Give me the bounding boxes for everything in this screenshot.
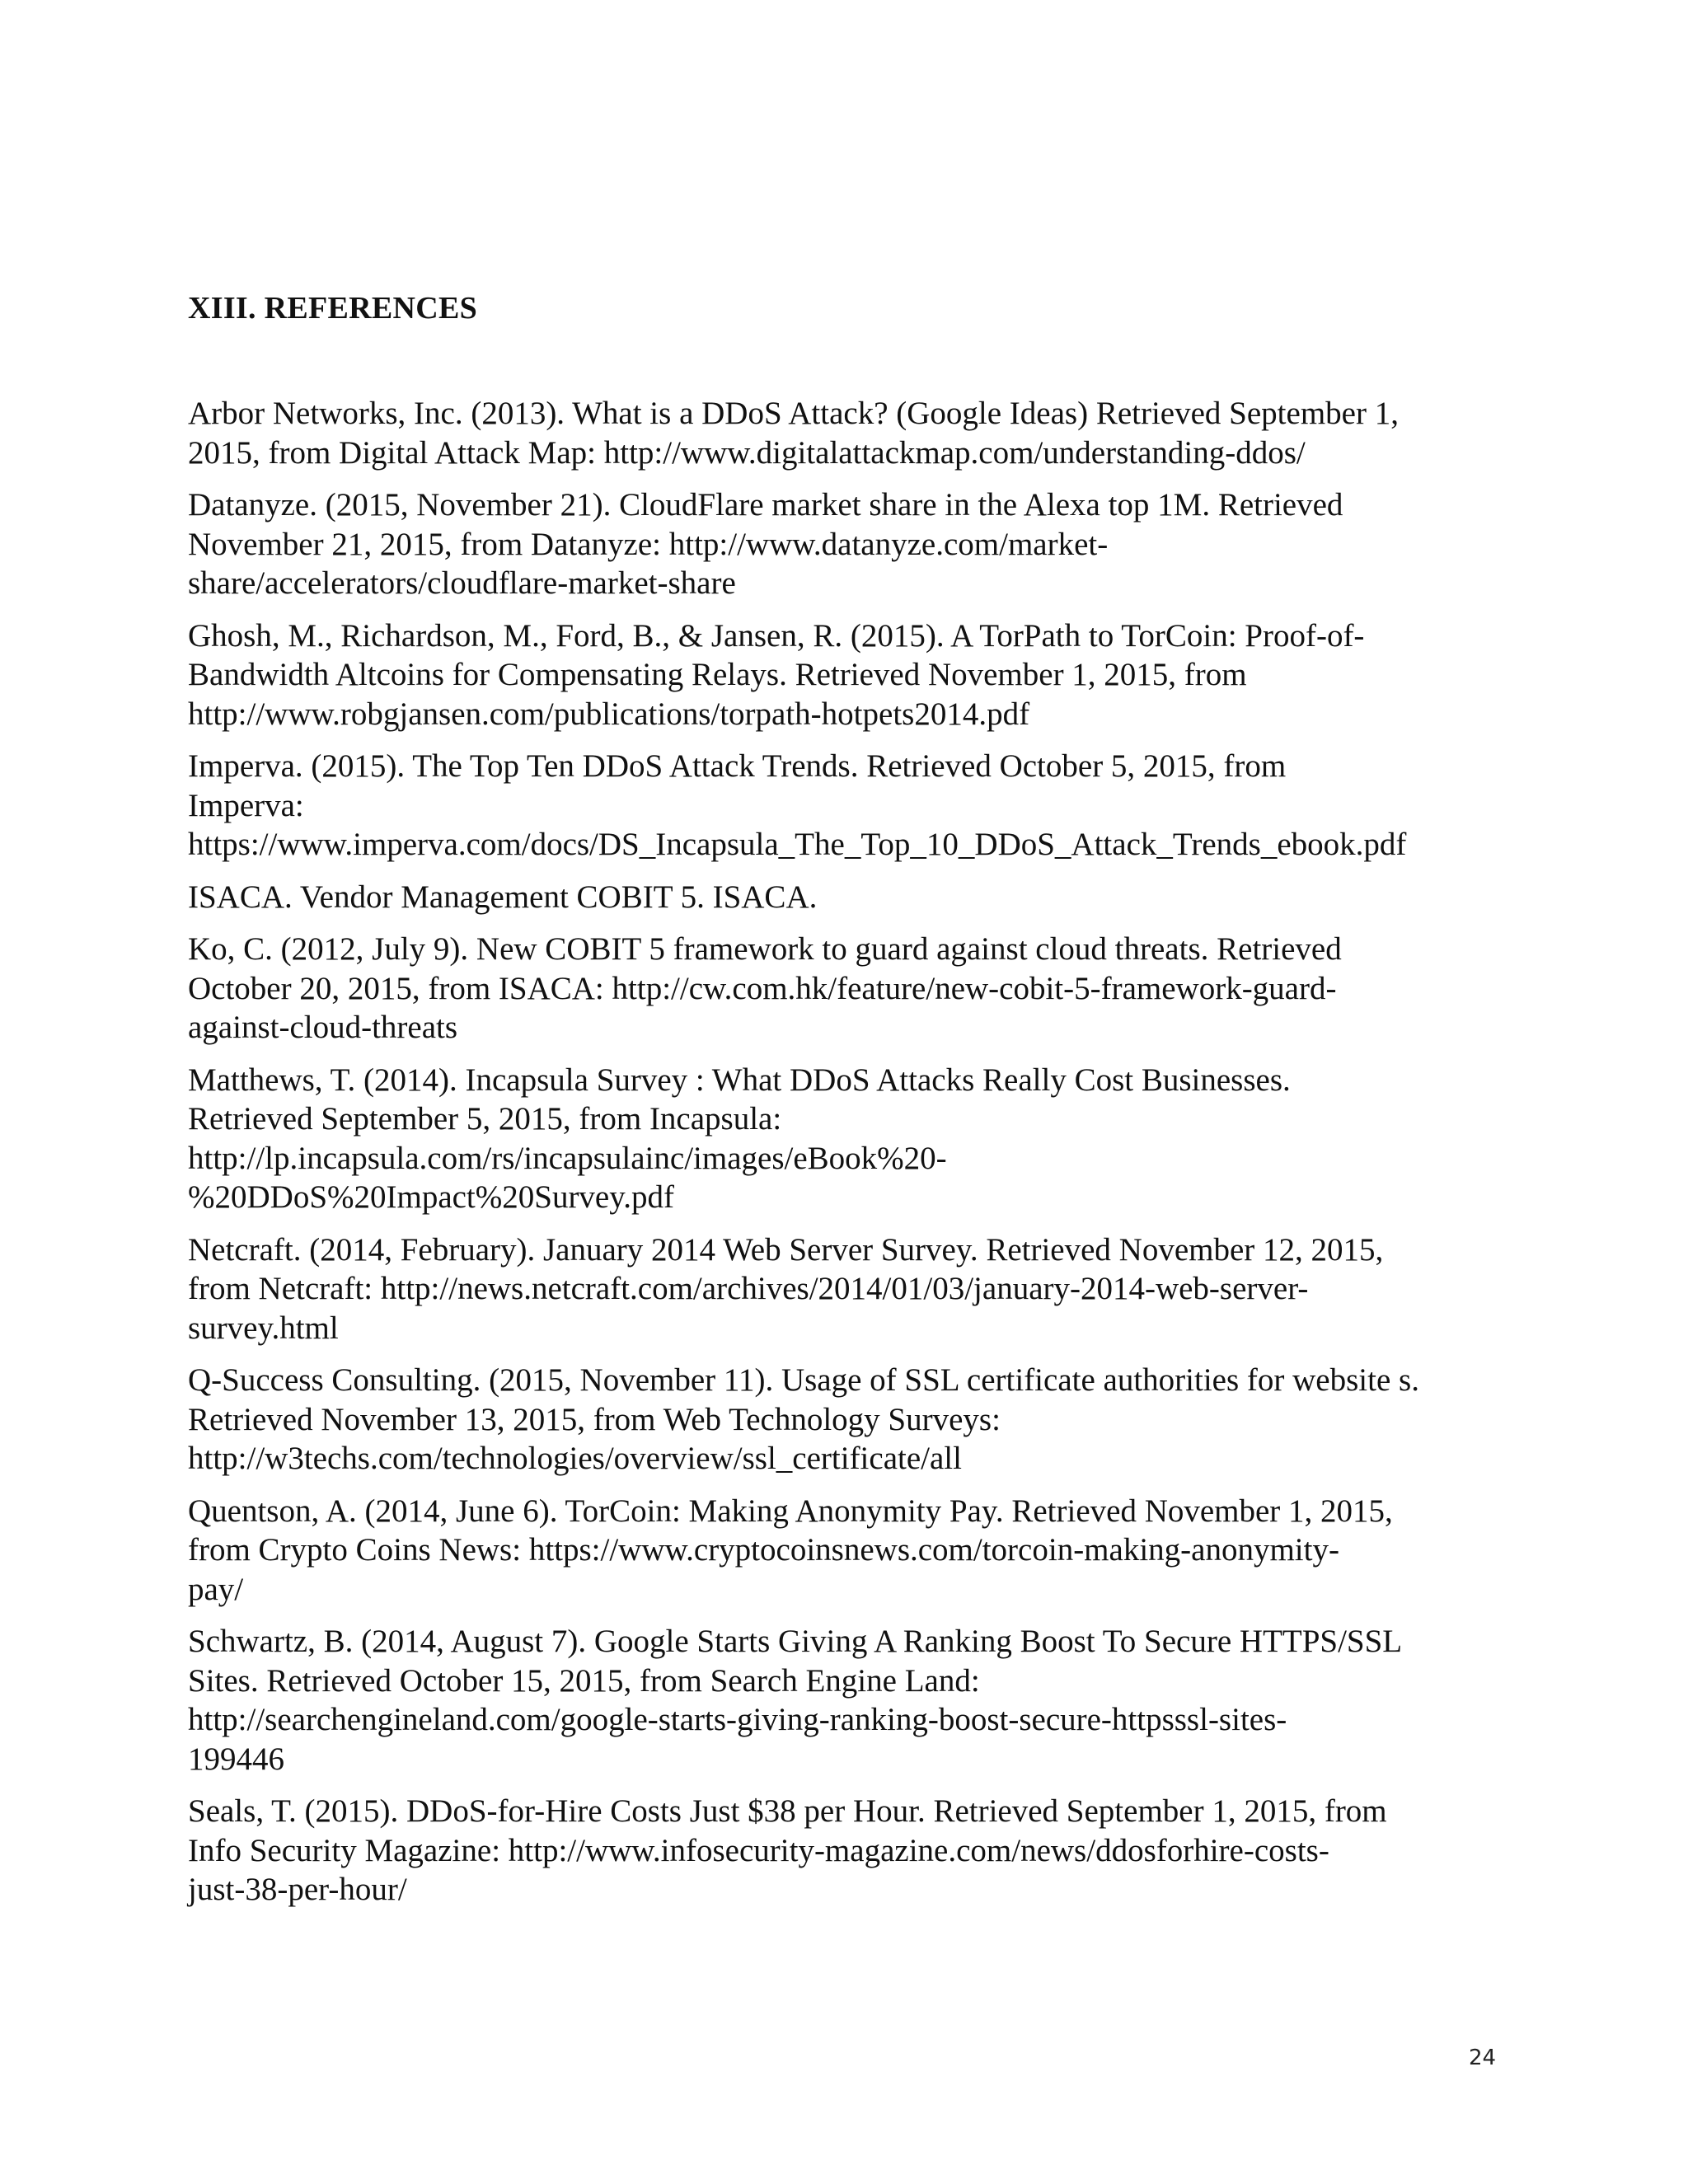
reference-line: 2015, from Digital Attack Map: http://www.digitalattackmap.com/understanding-ddos/ xyxy=(188,434,1306,471)
reference-entry xyxy=(188,930,1507,1047)
reference-line: Info Security Magazine: http://www.infosecurity-magazine.com/news/ddosforhire-costs- xyxy=(188,1832,1329,1868)
reference-entry xyxy=(188,1230,1507,1348)
reference-line: https://www.imperva.com/docs/DS_Incapsula_The_Top_10_DDoS_Attack_Trends_ebook.pdf xyxy=(188,827,1407,862)
reference-line: ISACA. Vendor Management COBIT 5. ISACA. xyxy=(188,879,818,915)
reference-line: Retrieved November 13, 2015, from Web Technology Surveys: xyxy=(188,1401,1001,1437)
reference-entry xyxy=(188,1622,1507,1779)
reference-line: from Netcraft: http://news.netcraft.com/archives/2014/01/03/january-2014-web-server- xyxy=(188,1271,1309,1306)
reference-line: Q-Success Consulting. (2015, November 11). Usage of SSL certificate authorities for website s. xyxy=(188,1362,1419,1398)
reference-entry xyxy=(188,1361,1507,1479)
reference-entry xyxy=(188,1792,1507,1910)
reference-line: Quentson, A. (2014, June 6). TorCoin: Making Anonymity Pay. Retrieved November 1, 2015, xyxy=(188,1493,1393,1529)
reference-line: Schwartz, B. (2014, August 7). Google Starts Giving A Ranking Boost To Secure HTTPS/SSL xyxy=(188,1624,1403,1659)
reference-line: Seals, T. (2015). DDoS-for-Hire Costs Just $38 per Hour. Retrieved September 1, 2015, from xyxy=(188,1793,1387,1829)
reference-line: pay/ xyxy=(188,1571,244,1607)
reference-line: share/accelerators/cloudflare-market-share xyxy=(188,565,736,601)
reference-line: survey.html xyxy=(188,1310,339,1346)
reference-line: Ghosh, M., Richardson, M., Ford, B., & Jansen, R. (2015). A TorPath to TorCoin: Proof-of- xyxy=(188,617,1365,654)
reference-line: http://searchengineland.com/google-starts-giving-ranking-boost-secure-httpsssl-sites- xyxy=(188,1702,1287,1737)
reference-line: Retrieved September 5, 2015, from Incapsula: xyxy=(188,1101,782,1137)
reference-entry xyxy=(188,616,1507,734)
reference-line: October 20, 2015, from ISACA: http://cw.com.hk/feature/new-cobit-5-framework-guard- xyxy=(188,970,1337,1006)
reference-line: Sites. Retrieved October 15, 2015, from Search Engine Land: xyxy=(188,1662,980,1699)
reference-line: http://w3techs.com/technologies/overview/ssl_certificate/all xyxy=(188,1441,962,1476)
reference-entry xyxy=(188,1061,1507,1217)
reference-line: Netcraft. (2014, February). January 2014 Web Server Survey. Retrieved November 12, 2015, xyxy=(188,1231,1384,1268)
reference-line: %20DDoS%20Impact%20Survey.pdf xyxy=(188,1179,674,1215)
reference-line: Imperva: xyxy=(188,787,304,823)
reference-entry xyxy=(188,1492,1507,1610)
reference-line: just-38-per-hour/ xyxy=(188,1872,407,1907)
reference-line: against-cloud-threats xyxy=(188,1010,458,1045)
reference-line: Imperva. (2015). The Top Ten DDoS Attack Trends. Retrieved October 5, 2015, from xyxy=(188,748,1287,784)
reference-entry xyxy=(188,878,1507,917)
section-heading: XIII. REFERENCES xyxy=(188,291,478,326)
reference-entry xyxy=(188,485,1507,603)
reference-line: 199446 xyxy=(188,1741,284,1777)
reference-list xyxy=(188,394,1507,1923)
reference-line: November 21, 2015, from Datanyze: http://www.datanyze.com/market- xyxy=(188,526,1109,562)
reference-entry xyxy=(188,394,1507,472)
reference-line: Bandwidth Altcoins for Compensating Relays. Retrieved November 1, 2015, from xyxy=(188,657,1247,692)
reference-line: http://www.robgjansen.com/publications/torpath-hotpets2014.pdf xyxy=(188,696,1030,732)
reference-line: from Crypto Coins News: https://www.cryptocoinsnews.com/torcoin-making-anonymity- xyxy=(188,1532,1339,1568)
page-number: 24 xyxy=(1469,2046,1497,2070)
reference-line: http://lp.incapsula.com/rs/incapsulainc/images/eBook%20- xyxy=(188,1140,947,1176)
reference-line: Datanyze. (2015, November 21). CloudFlare market share in the Alexa top 1M. Retrieved xyxy=(188,487,1343,523)
reference-line: Arbor Networks, Inc. (2013). What is a DDoS Attack? (Google Ideas) Retrieved September 1, xyxy=(188,396,1399,431)
reference-line: Ko, C. (2012, July 9). New COBIT 5 framework to guard against cloud threats. Retrieved xyxy=(188,931,1342,967)
reference-entry xyxy=(188,747,1507,865)
reference-line: Matthews, T. (2014). Incapsula Survey : What DDoS Attacks Really Cost Businesses. xyxy=(188,1062,1291,1098)
